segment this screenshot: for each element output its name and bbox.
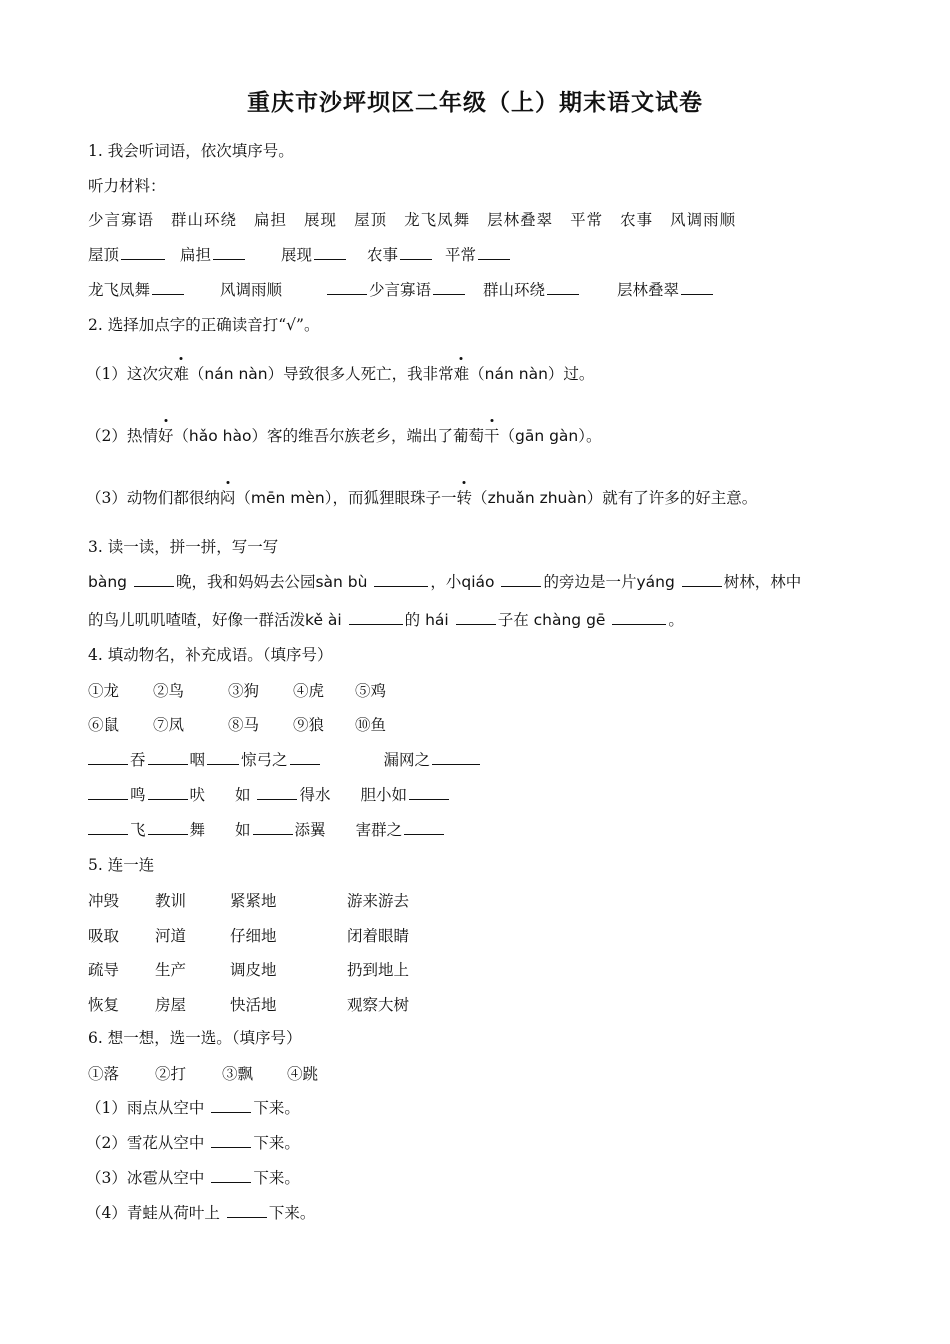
q2-heading: 2. 选择加点字的正确读音打“√”。 [88, 316, 320, 334]
dotted-char: 闷 [220, 486, 236, 510]
q4-heading: 4. 填动物名，补充成语。（填序号） [88, 646, 333, 664]
answer-blank[interactable] [88, 818, 128, 835]
pinyin-options[interactable]: nán nàn [484, 365, 548, 383]
q1-label: 听力材料： [88, 177, 166, 195]
q1-answer-row-2: 龙飞凤舞 风调雨顺 少言寡语 群山环绕 层林叠翠 [88, 278, 890, 302]
answer-blank[interactable] [134, 570, 174, 587]
listen-word: 少言寡语 [88, 211, 155, 229]
listen-word: 层林叠翠 [487, 211, 554, 229]
q4-row-3: 飞 舞 如 添翼 害群之 [88, 818, 890, 842]
listen-word: 农事 [620, 211, 654, 229]
answer-blank[interactable] [207, 748, 239, 765]
q5-row: 恢复 房屋 快活地 观察大树 [88, 996, 410, 1014]
pinyin-options[interactable]: zhuǎn zhuàn [487, 489, 587, 507]
dotted-char: 转 [457, 486, 473, 510]
q6-item: （3）冰雹从空中 下来。 [86, 1166, 890, 1190]
q6-item: （1）雨点从空中 下来。 [86, 1096, 890, 1120]
q6-heading: 6. 想一想，选一选。（填序号） [88, 1029, 302, 1047]
answer-blank[interactable] [88, 748, 128, 765]
dotted-char: 难 [173, 362, 189, 386]
q3-line-1: bàng 晚，我和妈妈去公园sàn bù ，小qiáo 的旁边是一片yáng 树林，林中 [88, 570, 890, 594]
answer-blank[interactable] [374, 570, 428, 587]
q4-row-2: 鸣 吠 如 得水 胆小如 [88, 783, 890, 807]
listen-word: 屋顶 [354, 211, 388, 229]
pinyin-options[interactable]: mēn mèn [250, 489, 325, 507]
answer-blank[interactable] [501, 570, 541, 587]
listen-word: 展现 [304, 211, 338, 229]
q1-answer-row-1: 屋顶 扁担 展现 农事 平常 [88, 243, 890, 267]
answer-blank[interactable] [682, 570, 722, 587]
q4-options-2: ⑥鼠 ⑦凤 ⑧马 ⑨狼 ⑩鱼 [88, 716, 387, 734]
listen-word: 群山环绕 [171, 211, 238, 229]
answer-blank[interactable] [478, 243, 510, 260]
answer-blank[interactable] [148, 783, 188, 800]
q4-row-1: 吞 咽 惊弓之 漏网之 [88, 748, 890, 772]
listen-word: 平常 [570, 211, 604, 229]
answer-blank[interactable] [121, 243, 165, 260]
answer-blank[interactable] [152, 278, 184, 295]
answer-blank[interactable] [404, 818, 444, 835]
answer-blank[interactable] [211, 1131, 251, 1148]
answer-blank[interactable] [400, 243, 432, 260]
dotted-char: 干 [484, 424, 500, 448]
answer-blank[interactable] [456, 608, 496, 625]
dotted-char: 好 [158, 424, 174, 448]
q5-row: 冲毁 教训 紧紧地 游来游去 [88, 892, 410, 910]
listen-word: 扁担 [254, 211, 288, 229]
answer-blank[interactable] [327, 278, 367, 295]
answer-blank[interactable] [211, 1166, 251, 1183]
answer-blank[interactable] [148, 818, 188, 835]
answer-blank[interactable] [227, 1201, 267, 1218]
answer-blank[interactable] [253, 818, 293, 835]
q5-heading: 5. 连一连 [88, 856, 155, 874]
answer-blank[interactable] [409, 783, 449, 800]
listen-word: 龙飞凤舞 [404, 211, 471, 229]
answer-blank[interactable] [213, 243, 245, 260]
answer-blank[interactable] [314, 243, 346, 260]
answer-blank[interactable] [88, 783, 128, 800]
q2-sentence-1: （1）这次灾难（nán nàn）导致很多人死亡，我非常难（nán nàn）过。 [86, 362, 890, 386]
answer-blank[interactable] [681, 278, 713, 295]
answer-blank[interactable] [547, 278, 579, 295]
answer-blank[interactable] [290, 748, 320, 765]
page-title: 重庆市沙坪坝区二年级（上）期末语文试卷 [247, 89, 703, 116]
q6-item: （4）青蛙从荷叶上 下来。 [86, 1201, 890, 1225]
q6-options: ①落 ②打 ③飘 ④跳 [88, 1065, 319, 1083]
q6-item: （2）雪花从空中 下来。 [86, 1131, 890, 1155]
answer-blank[interactable] [433, 278, 465, 295]
answer-blank[interactable] [148, 748, 188, 765]
pinyin-options[interactable]: nán nàn [204, 365, 268, 383]
pinyin-options[interactable]: gān gàn [515, 427, 579, 445]
q3-line-2: 的鸟儿叽叽喳喳，好像一群活泼kě ài 的 hái 子在 chàng gē 。 [88, 608, 890, 632]
pinyin-options[interactable]: hǎo hào [188, 427, 252, 445]
q2-sentence-2: （2）热情好（hǎo hào）客的维吾尔族老乡，端出了葡萄干（gān gàn）。 [86, 424, 890, 448]
answer-blank[interactable] [257, 783, 297, 800]
q2-sentence-3: （3）动物们都很纳闷（mēn mèn），而狐狸眼珠子一转（zhuǎn zhuàn）就有了许多的好主意。 [86, 486, 890, 510]
answer-blank[interactable] [211, 1096, 251, 1113]
dotted-char: 难 [454, 362, 470, 386]
answer-blank[interactable] [349, 608, 403, 625]
q3-heading: 3. 读一读，拼一拼，写一写 [88, 538, 279, 556]
answer-blank[interactable] [612, 608, 666, 625]
q5-row: 吸取 河道 仔细地 闭着眼睛 [88, 927, 410, 945]
q5-row: 疏导 生产 调皮地 扔到地上 [88, 961, 410, 979]
q1-heading: 1. 我会听词语，依次填序号。 [88, 142, 294, 160]
listen-word: 风调雨顺 [670, 211, 737, 229]
q4-options-1: ①龙 ②鸟 ③狗 ④虎 ⑤鸡 [88, 682, 387, 700]
answer-blank[interactable] [432, 748, 480, 765]
q1-word-list [88, 208, 890, 232]
